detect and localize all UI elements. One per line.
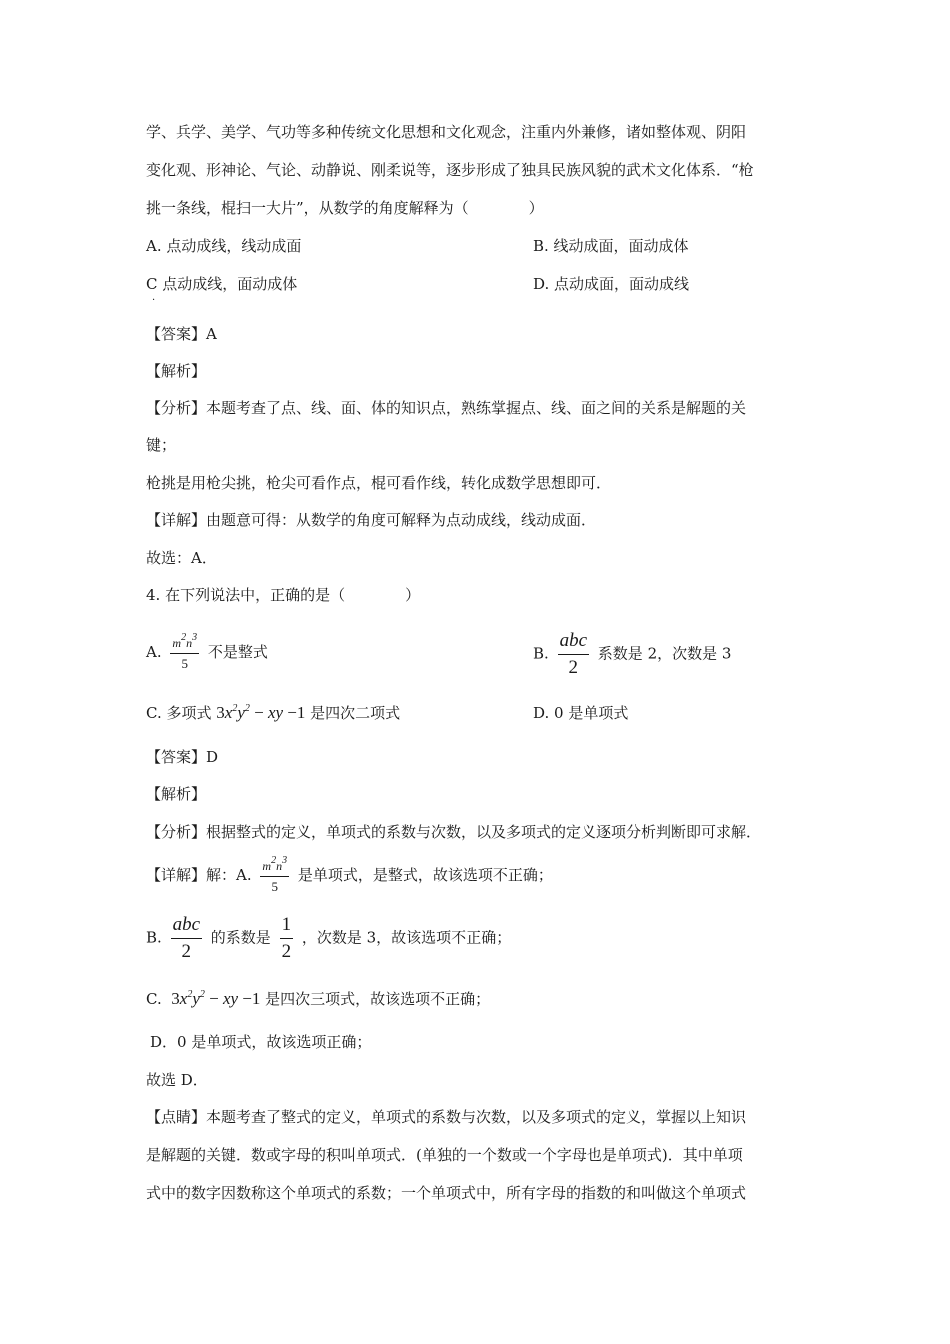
intro-line-1: 学、兵学、美学、气功等多种传统文化思想和文化观念，注重内外兼修，诸如整体观、阴阳 [146,123,747,141]
q3-analysis-line-3: 枪挑是用枪尖挑，枪尖可看作点，棍可看作线，转化成数学思想即可． [146,474,612,492]
q3-option-a: A. 点动成线，线动成面 [146,237,302,255]
q4-detail-a-label: 【详解】解：A. [146,866,252,884]
stray-dot: · [152,295,156,306]
q4-option-c-label: C. 多项式 [146,704,212,722]
q4-option-b [533,630,731,679]
q4-note-line-2: 是解题的关键．数或字母的积叫单项式．(单独的一个数或一个字母也是单项式)．其中单项 [146,1146,743,1164]
q4-option-c [146,703,400,723]
q4-detail-b-text: ，次数是 3，故该选项不正确； [301,928,512,947]
q4-detail-c-text: 是四次三项式，故该选项不正确； [265,990,491,1008]
formula-polynomial: $3x^2y^2$ − xy −1 [216,703,306,722]
q4-analysis-heading: 【解析】 [146,785,207,803]
formula-m2n3-over-5-detail: $\frac{m^2n^3}{5}$ [262,854,288,894]
q3-option-d: D. 点动成面，面动成线 [533,275,690,293]
q4-analysis: 【分析】根据整式的定义，单项式的系数与次数，以及多项式的定义逐项分析判断即可求解． [146,823,762,841]
q4-detail-c-label: C. [146,990,162,1008]
q3-detail: 【详解】由题意可得：从数学的角度可解释为点动成线，线动成面． [146,511,597,529]
q4-detail-c [146,989,490,1009]
q3-analysis-line-1: 【分析】本题考查了点、线、面、体的知识点，熟练掌握点、线、面之间的关系是解题的关 [146,399,747,417]
q4-option-c-text: 是四次二项式 [310,704,401,722]
q3-option-c: C 点动成线，面动成体 [146,275,298,293]
q4-detail-b-label: B. [146,928,162,947]
formula-m2n3-over-5: $\frac{m^2n^3}{5}$ [172,631,198,671]
q3-analysis-heading: 【解析】 [146,362,207,380]
formula-abc-over-2-detail: $\frac{\text{abc}}{2}$ [172,914,201,962]
q4-detail-b-mid: 的系数是 [210,928,271,947]
q4-option-a-label: A. [146,643,162,661]
q4-note-line-1: 【点睛】本题考查了整式的定义，单项式的系数与次数，以及多项式的定义，掌握以上知识 [146,1108,747,1126]
q4-option-a [146,630,268,674]
formula-one-half: $\frac{1}{2}$ [281,914,292,962]
intro-line-2: 变化观、形神论、气论、动静说、刚柔说等，逐步形成了独具民族风貌的武术文化体系．“枪 [146,161,754,179]
q4-stem: 4. 在下列说法中，正确的是（ ） [146,586,421,604]
q4-option-d: D. 0 是单项式 [533,704,629,722]
q4-detail-b [146,914,511,963]
q3-analysis-line-2: 键； [146,436,177,454]
q3-answer: 【答案】A [146,325,217,343]
formula-abc-over-2: $\frac{\text{abc}}{2}$ [559,630,588,678]
q4-option-a-text: 不是整式 [207,643,268,661]
q4-option-b-label: B. [533,644,549,663]
intro-line-3: 挑一条线，棍扫一大片”，从数学的角度解释为（ ） [146,199,544,217]
q4-detail-a-text: 是单项式，是整式，故该选项不正确； [297,866,553,884]
q4-choose: 故选 D． [146,1071,208,1089]
q4-answer: 【答案】D [146,748,219,766]
q3-choose: 故选：A． [146,549,217,567]
q4-note-line-3: 式中的数字因数称这个单项式的系数；一个单项式中，所有字母的指数的和叫做这个单项式 [146,1184,747,1202]
q4-detail-d: D．0 是单项式，故该选项正确； [150,1033,372,1051]
formula-polynomial-detail: $3x^2y^2$ − xy −1 [171,989,261,1008]
q4-option-b-text: 系数是 2，次数是 3 [597,644,732,663]
q3-option-b: B. 线动成面，面动成体 [533,237,689,255]
q4-detail-a [146,853,553,897]
